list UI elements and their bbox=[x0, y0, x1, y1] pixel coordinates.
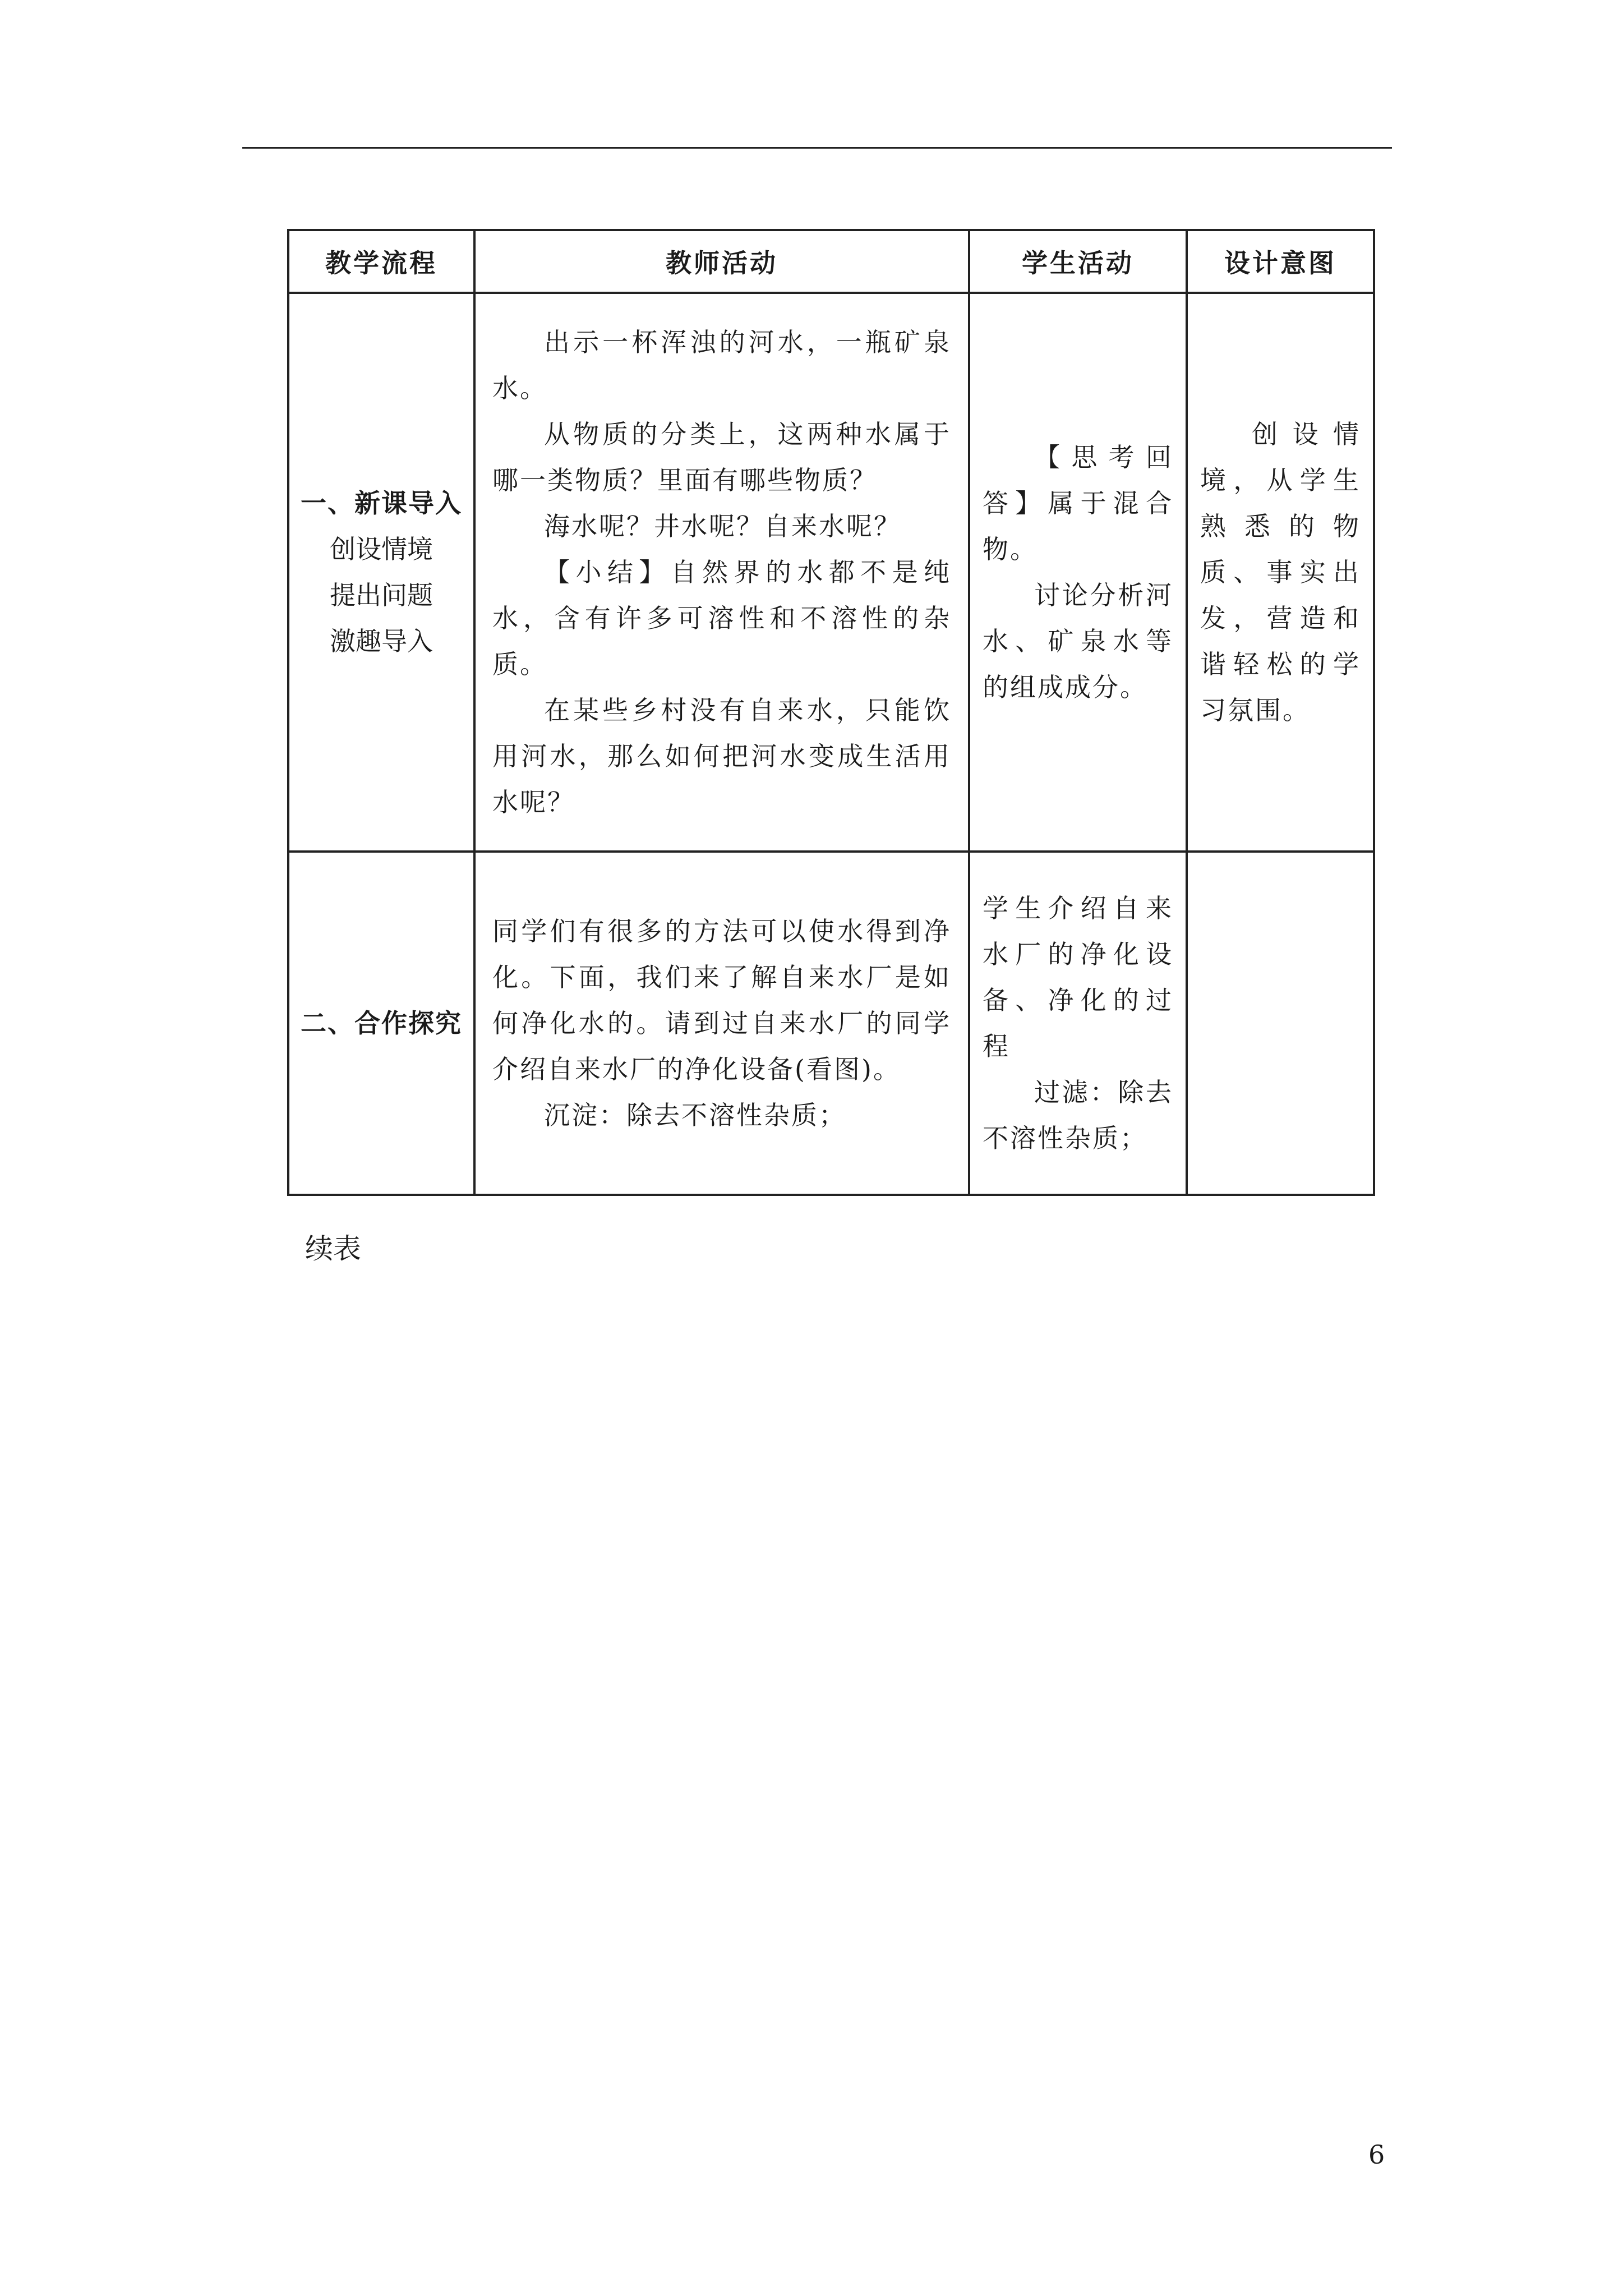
table-header-row bbox=[288, 230, 1374, 293]
column-header: 教学流程 bbox=[288, 230, 474, 293]
design-intent-cell bbox=[1187, 852, 1374, 1195]
student-paragraph: 过滤：除去不溶性杂质； bbox=[983, 1077, 1173, 1153]
column-header: 设计意图 bbox=[1187, 230, 1374, 293]
step-title: 一、新课导入 bbox=[301, 488, 462, 518]
column-header: 教师活动 bbox=[474, 230, 969, 293]
design-intent-cell bbox=[1187, 293, 1374, 852]
student-paragraph: 【思考回答】属于混合物。 bbox=[983, 442, 1173, 564]
table-row bbox=[288, 852, 1374, 1195]
column-header: 学生活动 bbox=[969, 230, 1187, 293]
step-title: 二、合作探究 bbox=[301, 1008, 462, 1038]
teacher-paragraph: 【小结】自然界的水都不是纯水，含有许多可溶性和不溶性的杂质。 bbox=[492, 557, 951, 679]
student-activity-cell bbox=[969, 293, 1187, 852]
step-cell bbox=[288, 852, 474, 1195]
lesson-plan-table bbox=[287, 229, 1375, 1196]
step-subtitle: 提出问题 bbox=[330, 580, 433, 610]
student-paragraph: 讨论分析河水、矿泉水等的组成成分。 bbox=[983, 580, 1173, 702]
teacher-paragraph: 海水呢？井水呢？自来水呢？ bbox=[544, 511, 901, 541]
student-paragraph: 学生介绍自来水厂的净化设备、净化的过程 bbox=[983, 893, 1173, 1061]
teacher-paragraph: 出示一杯浑浊的河水，一瓶矿泉水。 bbox=[492, 327, 951, 403]
step-subtitle: 激趣导入 bbox=[330, 626, 433, 656]
student-activity-cell bbox=[969, 852, 1187, 1195]
table-row bbox=[288, 293, 1374, 852]
header-rule bbox=[242, 147, 1392, 149]
teacher-paragraph: 在某些乡村没有自来水，只能饮用河水，那么如何把河水变成生活用水呢？ bbox=[492, 695, 951, 817]
teacher-paragraph: 同学们有很多的方法可以使水得到净化。下面，我们来了解自来水厂是如何净化水的。请到过自来水厂的同学介绍自来水厂的净化设备(看图)。 bbox=[492, 916, 951, 1084]
page-number: 6 bbox=[1368, 2139, 1385, 2170]
teacher-paragraph: 从物质的分类上，这两种水属于哪一类物质？里面有哪些物质？ bbox=[492, 419, 951, 495]
step-subtitle: 创设情境 bbox=[330, 534, 433, 564]
continued-label: 续表 bbox=[305, 1232, 361, 1265]
intent-paragraph: 创设情境，从学生熟悉的物质、事实出发，营造和谐轻松的学习氛围。 bbox=[1200, 419, 1361, 725]
teacher-activity-cell bbox=[474, 852, 969, 1195]
teacher-paragraph: 沉淀：除去不溶性杂质； bbox=[544, 1100, 846, 1130]
teacher-activity-cell bbox=[474, 293, 969, 852]
step-cell bbox=[288, 293, 474, 852]
